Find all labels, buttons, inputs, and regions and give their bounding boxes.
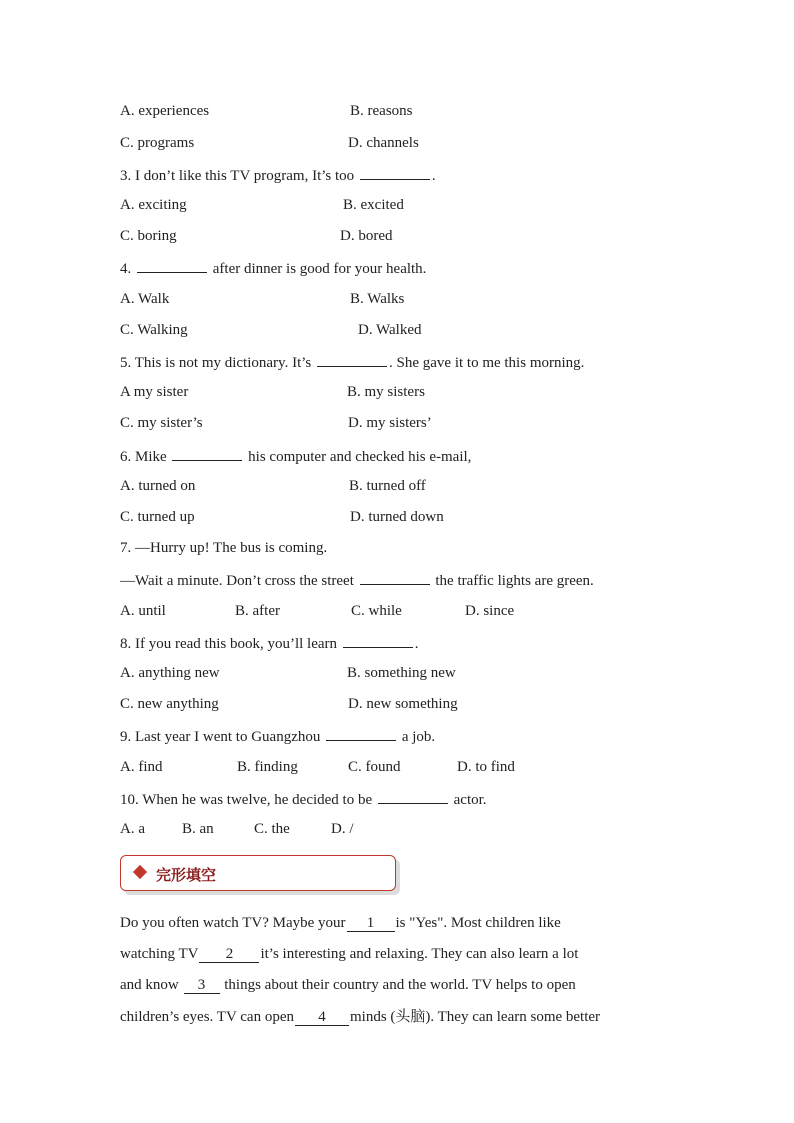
passage-text: it’s interesting and relaxing. They can also learn a lot	[260, 946, 579, 962]
answer-blank	[326, 726, 396, 741]
option-c: C. new anything	[120, 696, 219, 712]
answer-blank	[343, 633, 413, 648]
question-4	[120, 258, 426, 278]
section-header	[120, 855, 396, 891]
option-b: B. an	[182, 821, 214, 837]
passage-text: Do you often watch TV? Maybe your	[120, 915, 346, 931]
cloze-blank-4: 4	[295, 1009, 349, 1026]
option-c: C. turned up	[120, 509, 195, 525]
option-d: D. to find	[457, 759, 515, 775]
cloze-blank-2: 2	[199, 946, 259, 963]
question-text-end: after dinner is good for your health.	[212, 261, 427, 277]
answer-blank	[137, 258, 207, 273]
question-text: 6. Mike	[120, 449, 167, 465]
question-3	[120, 165, 436, 185]
option-b: B. turned off	[349, 478, 426, 494]
option-d: D. new something	[348, 696, 458, 712]
option-a: A my sister	[120, 384, 189, 400]
passage-text: minds (头脑). They can learn some better	[349, 1009, 601, 1025]
passage-text: and know	[120, 977, 179, 993]
option-d: D. turned down	[350, 509, 444, 525]
option-c: C. Walking	[120, 322, 188, 338]
question-text: —Wait a minute. Don’t cross the street	[120, 573, 354, 589]
option-b: B. after	[235, 603, 280, 619]
option-a: A. exciting	[120, 197, 187, 213]
passage-text: things about their country and the world. TV helps to open	[224, 977, 576, 993]
question-5	[120, 352, 584, 372]
question-text-end: .	[431, 168, 436, 184]
question-text-end: .	[414, 636, 419, 652]
option-d: D. my sisters’	[348, 415, 432, 431]
question-text-end: . She gave it to me this morning.	[389, 355, 585, 371]
option-c: C. programs	[120, 135, 195, 151]
answer-blank	[360, 570, 430, 585]
option-c: C. boring	[120, 228, 177, 244]
cloze-blank-3: 3	[184, 977, 220, 994]
question-10	[120, 789, 487, 809]
option-d: D. bored	[340, 228, 393, 244]
option-d: D. channels	[348, 135, 419, 151]
diamond-icon	[133, 865, 147, 879]
passage-line-4	[120, 1008, 600, 1026]
option-c: C. my sister’s	[120, 415, 203, 431]
passage-text: children’s eyes. TV can open	[120, 1009, 294, 1025]
option-a: A. a	[120, 821, 145, 837]
option-a: A. Walk	[120, 291, 170, 307]
question-text: 9. Last year I went to Guangzhou	[120, 729, 321, 745]
answer-blank	[378, 789, 448, 804]
question-text: 10. When he was twelve, he decided to be	[120, 792, 373, 808]
question-7-reply	[120, 570, 594, 590]
option-a: A. experiences	[120, 103, 210, 119]
section-title: 完形填空	[156, 866, 217, 884]
question-9	[120, 726, 435, 746]
option-c: C. the	[254, 821, 290, 837]
question-7: 7. —Hurry up! The bus is coming.	[120, 540, 328, 556]
answer-blank	[317, 352, 387, 367]
passage-line-2	[120, 945, 578, 963]
question-text: 5. This is not my dictionary. It’s	[120, 355, 312, 371]
question-6	[120, 446, 471, 466]
question-text-end: the traffic lights are green.	[435, 573, 594, 589]
question-text-end: actor.	[453, 792, 487, 808]
passage-line-1	[120, 914, 561, 932]
answer-blank	[172, 446, 242, 461]
cloze-blank-1: 1	[347, 915, 395, 932]
question-text: 3. I don’t like this TV program, It’s too	[120, 168, 355, 184]
option-c: C. found	[348, 759, 401, 775]
option-b: B. excited	[343, 197, 404, 213]
option-a: A. turned on	[120, 478, 196, 494]
question-text-end: his computer and checked his e-mail,	[248, 449, 472, 465]
question-text-end: a job.	[401, 729, 436, 745]
question-8	[120, 633, 419, 653]
option-b: B. my sisters	[347, 384, 425, 400]
option-d: D. /	[331, 821, 354, 837]
option-b: B. Walks	[350, 291, 405, 307]
option-b: B. reasons	[350, 103, 413, 119]
option-a: A. until	[120, 603, 166, 619]
passage-text: is "Yes". Most children like	[395, 915, 561, 931]
option-c: C. while	[351, 603, 402, 619]
option-d: D. Walked	[358, 322, 422, 338]
question-text: 4.	[120, 261, 132, 277]
option-a: A. find	[120, 759, 163, 775]
option-b: B. finding	[237, 759, 298, 775]
passage-line-3	[120, 976, 576, 994]
passage-text: watching TV	[120, 946, 199, 962]
question-text: 8. If you read this book, you’ll learn	[120, 636, 338, 652]
option-d: D. since	[465, 603, 515, 619]
answer-blank	[360, 165, 430, 180]
option-a: A. anything new	[120, 665, 220, 681]
option-b: B. something new	[347, 665, 456, 681]
